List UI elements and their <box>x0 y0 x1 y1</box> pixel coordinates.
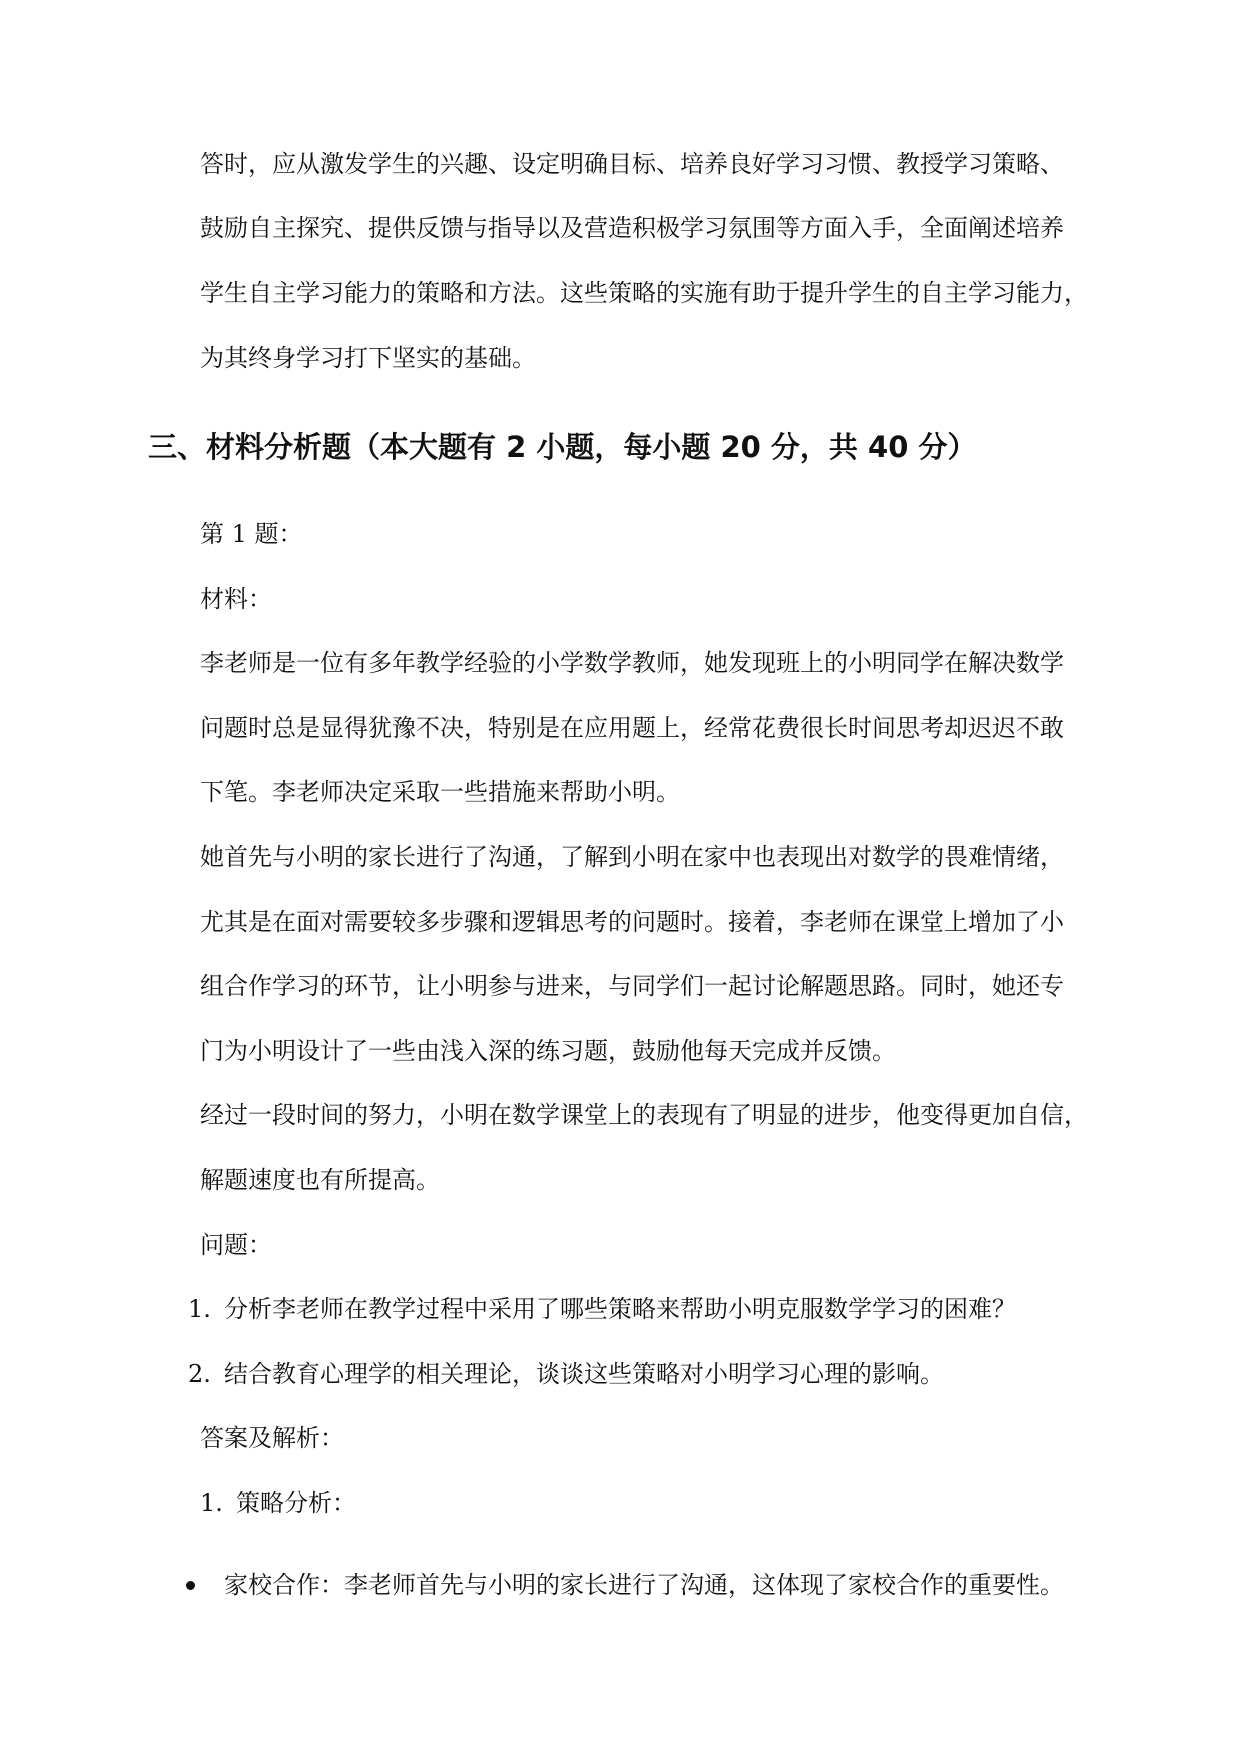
material-p2-line-4: 门为小明设计了一些由浅入深的练习题，鼓励他每天完成并反馈。 <box>200 1037 896 1065</box>
section-heading: 三、材料分析题（本大题有 2 小题，每小题 20 分，共 40 分） <box>148 430 977 464</box>
material-p2-line-2: 尤其是在面对需要较多步骤和逻辑思考的问题时。接着，李老师在课堂上增加了小 <box>200 908 1064 936</box>
question-item-1 <box>188 1292 1016 1326</box>
material-p3-line-1: 经过一段时间的努力，小明在数学课堂上的表现有了明显的进步，他变得更加自信， <box>200 1101 1088 1129</box>
question-text: 分析李老师在教学过程中采用了哪些策略来帮助小明克服数学学习的困难？ <box>224 1295 1016 1323</box>
material-p1-line-2: 问题时总是显得犹豫不决，特别是在应用题上，经常花费很长时间思考却迟迟不敢 <box>200 714 1064 742</box>
question-number: 1. <box>188 1295 211 1323</box>
answer-item-1 <box>200 1486 356 1520</box>
material-p2-line-1: 她首先与小明的家长进行了沟通，了解到小明在家中也表现出对数学的畏难情绪， <box>200 843 1064 871</box>
material-p2-line-3: 组合作学习的环节，让小明参与进来，与同学们一起讨论解题思路。同时，她还专 <box>200 972 1064 1000</box>
bullet-icon <box>186 1581 195 1590</box>
material-p1-line-3: 下笔。李老师决定采取一些措施来帮助小明。 <box>200 778 680 806</box>
answer-text: 策略分析： <box>236 1489 356 1517</box>
answer-number: 1. <box>200 1489 223 1517</box>
material-p1-line-1: 李老师是一位有多年教学经验的小学数学教师，她发现班上的小明同学在解决数学 <box>200 649 1064 677</box>
bullet-text: 家校合作：李老师首先与小明的家长进行了沟通，这体现了家校合作的重要性。 <box>224 1571 1064 1599</box>
material-p3-line-2: 解题速度也有所提高。 <box>200 1166 440 1194</box>
intro-line-2: 鼓励自主探究、提供反馈与指导以及营造积极学习氛围等方面入手，全面阐述培养 <box>200 214 1064 242</box>
questions-label: 问题： <box>200 1231 272 1259</box>
intro-line-4: 为其终身学习打下坚实的基础。 <box>200 344 536 372</box>
question-item-2 <box>188 1357 944 1391</box>
material-label: 材料： <box>200 585 272 613</box>
question-text: 结合教育心理学的相关理论，谈谈这些策略对小明学习心理的影响。 <box>224 1360 944 1388</box>
intro-line-1: 答时，应从激发学生的兴趣、设定明确目标、培养良好学习习惯、教授学习策略、 <box>200 150 1064 178</box>
intro-line-3: 学生自主学习能力的策略和方法。这些策略的实施有助于提升学生的自主学习能力， <box>200 279 1088 307</box>
question-label: 第 1 题： <box>200 520 303 548</box>
question-number: 2. <box>188 1360 211 1388</box>
answer-label: 答案及解析： <box>200 1424 344 1452</box>
